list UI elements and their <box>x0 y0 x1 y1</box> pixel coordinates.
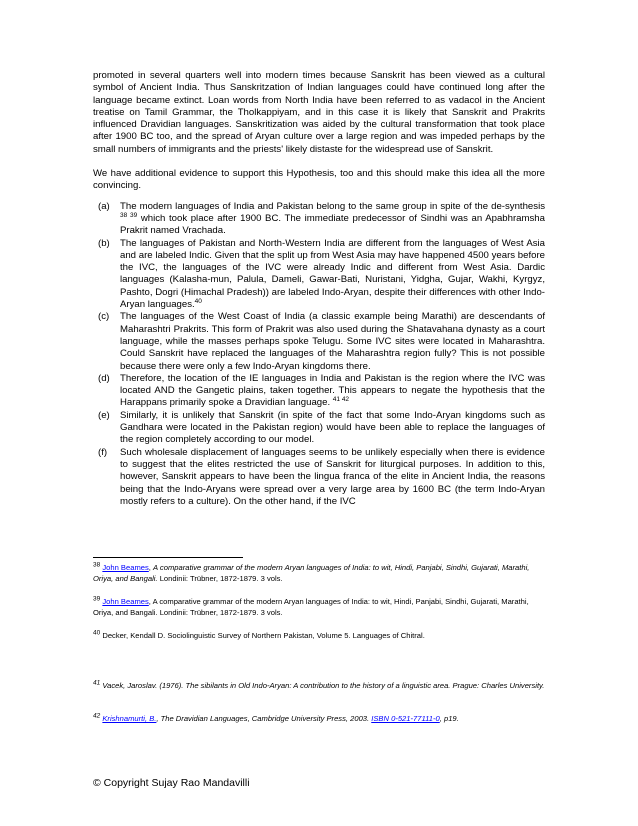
footnote-ref[interactable]: 41 42 <box>332 396 350 404</box>
list-item: (a) The modern languages of India and Pakistan belong to the same group in spite of the de-synthesis $^{38 39}$ which took place after 1900 BC. The immediate predecessor of Sindhi was an Apabhramsha Prakrit named Vrachada. <box>98 200 545 237</box>
list-item: (c) The languages of the West Coast of India (a classic example being Marathi) are descendants of Maharashtri Prakrits. This form of Prakrit was also used during the Shatavahana dynasty as a court language, while the masses perhaps spoke Telugu. Some IVC sites were located in Maharashtra. Could Sanskrit have replaced the languages of the Maharashtra region fully? This is not possible because there were only a few Indo-Aryan kingdoms there. <box>98 311 545 372</box>
footnote-40: $^{40}$ Decker, Kendall D. Sociolinguistic Survey of Northern Pakistan, Volume 5. Languages of Chitral. <box>93 629 425 640</box>
author-link[interactable]: Krishnamurti, B. <box>102 714 157 723</box>
author-link[interactable]: John Beames <box>102 597 149 606</box>
paragraph-1: promoted in several quarters well into modern times because Sanskrit has been viewed as a cultural symbol of Ancient India. Thus Sanskritzation of Indian languages could have continued long after the language became extinct. Loan words from North India have been referred to as vadacol in the Ancient treatise on Tamil Grammar, the Tholkappiyam, and in this case it is likely that Sanskrit and Prakrits influenced Dravidian languages. Sanskritization was aided by the cultural transformation that took place after 1900 BC too, and the spread of Aryan culture over a large region and was impeded perhaps by the small numbers of immigrants and the priests' likely distaste for the widespread use of Sanskrit. <box>93 70 545 155</box>
isbn-link[interactable]: ISBN 0-521-77111-0 <box>371 714 440 723</box>
footnote-42: $^{42}$ Krishnamurti, B., The Dravidian Languages, Cambridge University Press, 2003. ISBN 0-521-77111-0, p19. <box>93 712 459 723</box>
list-item: (d) Therefore, the location of the IE languages in India and Pakistan is the region where the IVC was located AND the Gangetic plains, taken together. This appears to negate the hypothesis that the Harappans primarily spoke a Dravidian language. $^{41 42}$ <box>98 372 545 409</box>
copyright-footer: © Copyright Sujay Rao Mandavilli <box>93 777 250 789</box>
list-item: (b) The languages of Pakistan and North-Western India are different from the languages of West Asia and are labeled Indic. Given that the split up from West Asia may have happened 4500 years before the IVC, the languages of the IVC were already Indic and different from West Asia. Dardic languages (Kalasha-mun, Palula, Dameli, Gawar-Bati, Nuristani, Yidgha, Gujar, Wakhi, Kyrgyz, Pashto, Dogri (Himachal Pradesh)) are labeled Indo-Aryan, despite their differences with other Indo-Aryan languages.$^{40}$ <box>98 237 545 311</box>
footnote-separator <box>93 557 243 558</box>
paragraph-2: We have additional evidence to support this Hypothesis, too and this should make this idea all the more convincing. <box>93 168 545 192</box>
footnote-39: $^{39}$ John Beames, A comparative grammar of the modern Aryan languages of India: to wit, Hindi, Panjabi, Sindhi, Gujarati, Marathi, Oriya, and Bangali. Londinii: Trübner, 1872-1879. 3 vols. <box>93 595 529 617</box>
main-text <box>93 70 545 508</box>
footnote-ref[interactable]: 38 39 <box>120 211 138 219</box>
footnote-38: $^{38}$ John Beames, A comparative grammar of the modern Aryan languages of India: to wit, Hindi, Panjabi, Sindhi, Gujarati, Marathi, Oriya, and Bangali. Londinii: Trübner, 1872-1879. 3 vols. <box>93 561 530 583</box>
footnote-41: $^{41}$ Vacek, Jaroslav. (1976). The sibilants in Old Indo-Aryan: A contribution to the history of a linguistic area. Prague: Charles University. <box>93 679 545 690</box>
list-item: (e) Similarly, it is unlikely that Sanskrit (in spite of the fact that some Indo-Aryan kingdoms such as Gandhara were located in the Pakistan region) would have been able to replace the languages of the region completely according to our model. <box>98 409 545 446</box>
footnote-ref[interactable]: 40 <box>194 297 202 305</box>
author-link[interactable]: John Beames <box>102 563 149 572</box>
list-item: (f) Such wholesale displacement of languages seems to be unlikely especially when there is evidence to suggest that the elites restricted the use of Sanskrit for liturgical purposes. In addition to this, however, Sanskrit appears to have been the lingua franca of the elite in Ancient India, the reasons being that the Indo-Aryans were spread over a very large area by 1600 BC (the term Indo-Aryan mostly refers to a culture). On the other hand, if the IVC <box>98 446 545 507</box>
evidence-list <box>93 201 545 508</box>
